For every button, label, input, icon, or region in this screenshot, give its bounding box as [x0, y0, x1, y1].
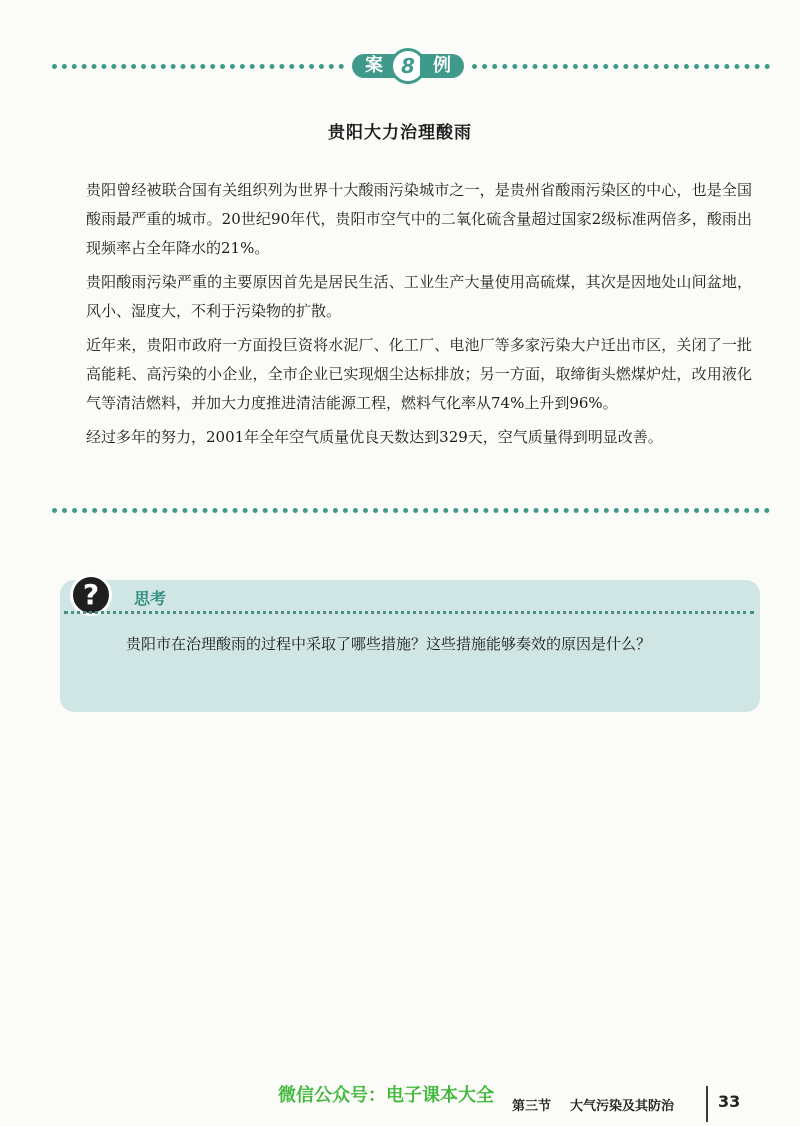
case-badge-left-char: 案	[352, 54, 396, 78]
think-dotted-line	[64, 611, 754, 614]
think-label: 思考	[134, 589, 167, 608]
case-badge-right-char: 例	[420, 54, 464, 78]
think-question-text: 贵阳市在治理酸雨的过程中采取了哪些措施？这些措施能够奏效的原因是什么？	[126, 635, 652, 653]
case-banner-dotted-line-left	[52, 64, 344, 69]
case-badge-number: 8	[390, 48, 426, 84]
footer-section-label: 第三节	[512, 1099, 552, 1114]
footer-divider	[706, 1086, 708, 1122]
think-header	[60, 580, 760, 612]
footer-chapter-title: 大气污染及其防治	[570, 1099, 675, 1114]
case-badge	[344, 48, 472, 84]
case-banner-dotted-line-right	[472, 64, 770, 69]
case-paragraph: 近年来，贵阳市政府一方面投巨资将水泥厂、化工厂、电池厂等多家污染大户迁出市区，关闭了一批高能耗、高污染的小企业，全市企业已实现烟尘达标排放；另一方面，取缔街头燃煤炉灶，改用液化气等清洁燃料，并加大力度推进清洁能源工程，燃料气化率从74%上升到96%。	[86, 336, 752, 412]
case-banner	[52, 48, 770, 84]
case-paragraph: 贵阳曾经被联合国有关组织列为世界十大酸雨污染城市之一，是贵州省酸雨污染区的中心，也是全国酸雨最严重的城市。20世纪90年代，贵阳市空气中的二氧化硫含量超过国家2级标准两倍多，酸雨出现频率占全年降水的21%。	[86, 181, 752, 257]
case-body	[86, 176, 752, 457]
footer-watermark: 微信公众号：电子课本大全	[278, 1085, 494, 1106]
case-title: 贵阳大力治理酸雨	[328, 123, 472, 143]
page-number: 33	[718, 1092, 741, 1111]
question-mark-icon: ?	[70, 574, 112, 616]
case-paragraph: 经过多年的努力，2001年全年空气质量优良天数达到329天，空气质量得到明显改善。	[86, 428, 663, 446]
case-paragraph: 贵阳酸雨污染严重的主要原因首先是居民生活、工业生产大量使用高硫煤，其次是因地处山间盆地，风小、湿度大，不利于污染物的扩散。	[86, 273, 752, 320]
think-box	[60, 580, 760, 712]
case-bottom-dotted-line	[52, 508, 770, 513]
